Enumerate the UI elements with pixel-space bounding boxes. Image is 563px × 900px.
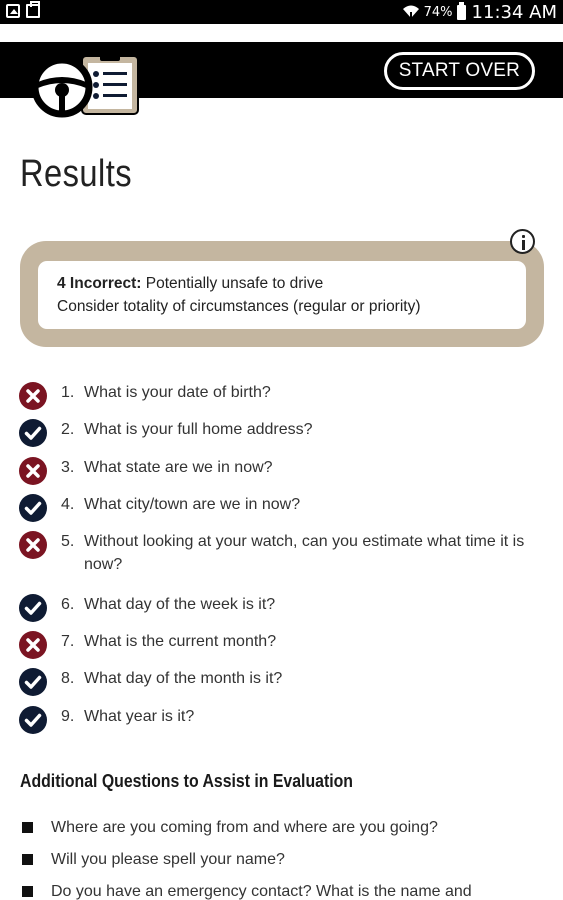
battery-icon	[457, 5, 466, 20]
check-circle-icon	[19, 668, 47, 696]
result-summary-content	[38, 261, 526, 329]
question-item	[19, 593, 529, 616]
check-circle-icon	[19, 594, 47, 622]
steering-wheel-clipboard-logo[interactable]	[28, 50, 144, 120]
additional-question-text: Do you have an emergency contact? What is the name and	[51, 883, 472, 900]
question-number: 9.	[61, 708, 75, 725]
status-indicators	[402, 0, 557, 24]
image-notification-icon	[6, 4, 20, 18]
result-detail: Consider totality of circumstances (regular or priority)	[57, 298, 421, 315]
question-number: 6.	[61, 596, 75, 613]
question-item	[19, 530, 529, 576]
bullet-square-icon	[22, 854, 33, 865]
additional-questions-heading: Additional Questions to Assist in Evaluation	[20, 771, 353, 791]
question-item	[19, 667, 529, 690]
result-summary-box	[20, 241, 544, 347]
question-text: Without looking at your watch, can you estimate what time it is now?	[84, 533, 525, 573]
additional-question-item	[20, 880, 560, 900]
x-circle-icon	[19, 531, 47, 559]
question-number: 4.	[61, 496, 75, 513]
question-item	[19, 418, 529, 441]
additional-question-text: Where are you coming from and where are you going?	[51, 819, 438, 836]
question-number: 8.	[61, 670, 75, 687]
start-over-button[interactable]: START OVER	[384, 52, 535, 90]
question-text: What is your date of birth?	[84, 384, 271, 401]
x-circle-icon	[19, 457, 47, 485]
info-icon[interactable]	[510, 229, 535, 254]
question-text: What is your full home address?	[84, 421, 313, 438]
question-text: What is the current month?	[84, 633, 277, 650]
question-item	[19, 456, 529, 479]
question-number: 7.	[61, 633, 75, 650]
bullet-square-icon	[22, 886, 33, 897]
briefcase-notification-icon	[26, 4, 40, 18]
status-bar	[0, 0, 563, 24]
additional-question-item	[20, 848, 560, 872]
result-line	[57, 272, 507, 295]
question-text: What state are we in now?	[84, 459, 273, 476]
question-item	[19, 493, 529, 516]
question-text: What day of the month is it?	[84, 670, 283, 687]
question-item	[19, 381, 529, 404]
question-number: 5.	[61, 533, 75, 550]
check-circle-icon	[19, 419, 47, 447]
additional-question-text: Will you please spell your name?	[51, 851, 285, 868]
question-text: What city/town are we in now?	[84, 496, 301, 513]
question-number: 3.	[61, 459, 75, 476]
check-circle-icon	[19, 706, 47, 734]
question-text: What year is it?	[84, 708, 195, 725]
incorrect-count: 4 Incorrect:	[57, 275, 142, 292]
question-number: 1.	[61, 384, 75, 401]
bullet-square-icon	[22, 822, 33, 833]
wifi-icon	[402, 4, 420, 20]
question-number: 2.	[61, 421, 75, 438]
additional-question-item	[20, 816, 560, 840]
result-summary: Potentially unsafe to drive	[145, 275, 324, 292]
x-circle-icon	[19, 382, 47, 410]
check-circle-icon	[19, 494, 47, 522]
question-text: What day of the week is it?	[84, 596, 276, 613]
notification-icons	[6, 4, 40, 18]
question-item	[19, 705, 529, 728]
page-title: Results	[20, 153, 132, 195]
x-circle-icon	[19, 631, 47, 659]
additional-questions-list	[20, 816, 560, 900]
clock: 11:34 AM	[471, 1, 557, 23]
question-item	[19, 630, 529, 653]
battery-percent: 74%	[423, 4, 453, 20]
